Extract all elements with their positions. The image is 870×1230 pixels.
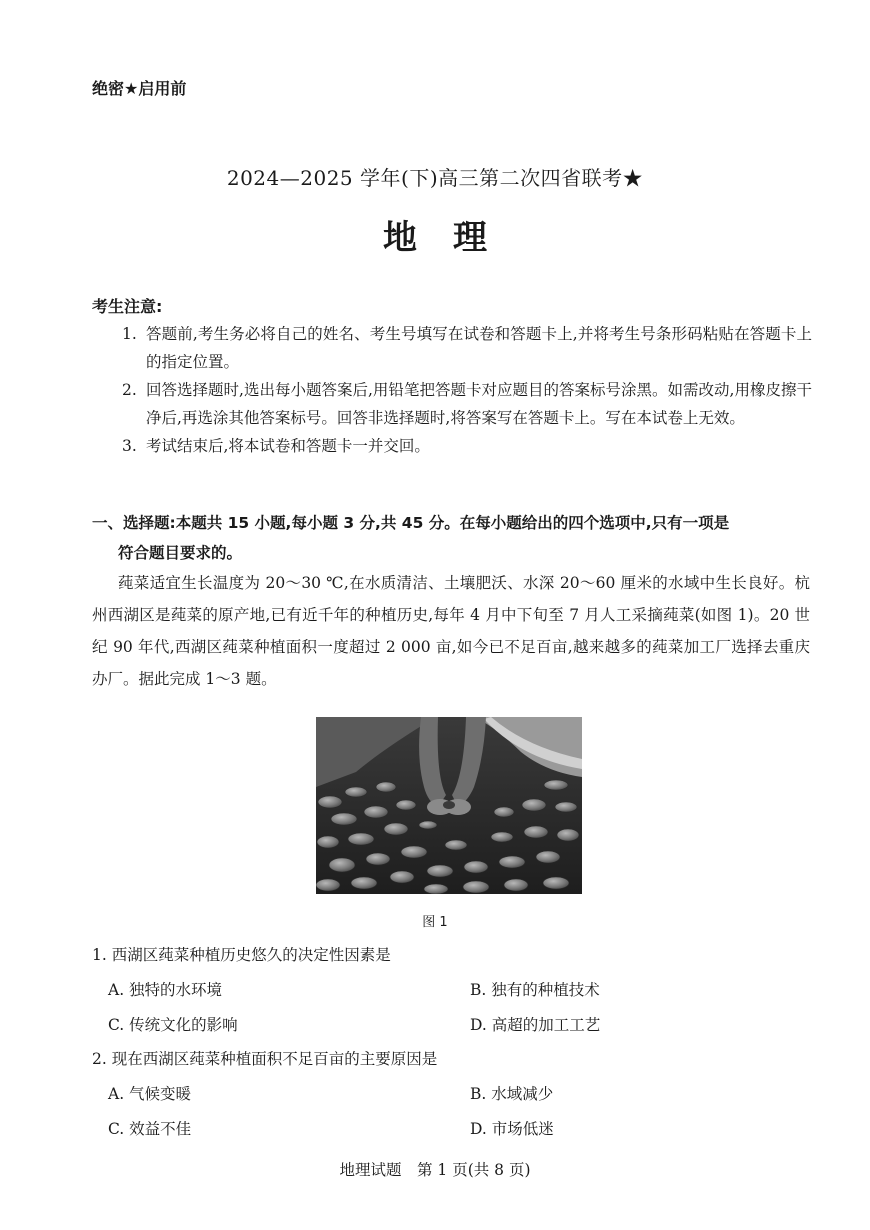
option-c: C. 传统文化的影响 [108, 1016, 238, 1034]
notice-item-number: 1. [122, 325, 137, 343]
exam-title: 2024—2025 学年(下)高三第二次四省联考★ [226, 166, 644, 190]
notice-list [122, 320, 812, 460]
figure-caption: 图 1 [422, 915, 448, 930]
secret-label: 绝密★启用前 [92, 79, 187, 98]
notice-item [122, 320, 812, 376]
option-d: D. 高超的加工工艺 [470, 1016, 601, 1034]
option-d: D. 市场低迷 [470, 1120, 554, 1138]
question-stem: 2. 现在西湖区莼菜种植面积不足百亩的主要原因是 [92, 1050, 438, 1068]
option-b: B. 水域减少 [470, 1085, 554, 1103]
notice-item-number: 2. [122, 381, 137, 399]
option-b: B. 独有的种植技术 [470, 981, 600, 999]
notice-item-text: 考试结束后,将本试卷和答题卡一并交回。 [146, 437, 430, 455]
subject-title: 地理 [383, 218, 523, 258]
section-heading-line2: 符合题目要求的。 [118, 544, 243, 562]
section-heading [92, 508, 810, 568]
section-heading-line1: 一、选择题:本题共 15 小题,每小题 3 分,共 45 分。在每小题给出的四个选项中,只有一项是 [92, 514, 730, 532]
option-a: A. 独特的水环境 [108, 981, 223, 999]
notice-item [122, 432, 812, 460]
water-shield-harvest-image [316, 717, 582, 894]
notice-item [122, 376, 812, 432]
option-a: A. 气候变暖 [108, 1085, 192, 1103]
notice-item-text: 回答选择题时,选出每小题答案后,用铅笔把答题卡对应题目的答案标号涂黑。如需改动,用橡皮擦干净后,再选涂其他答案标号。回答非选择题时,将答案写在答题卡上。写在本试卷上无效。 [146, 381, 812, 427]
notice-title: 考生注意: [92, 297, 163, 316]
reading-passage: 莼菜适宜生长温度为 20～30 ℃,在水质清洁、土壤肥沃、水深 20～60 厘米的水域中生长良好。杭州西湖区是莼菜的原产地,已有近千年的种植历史,每年 4 月中下旬至 7 月人工采摘莼菜(如图 1)。20 世纪 90 年代,西湖区莼菜种植面积一度超过 2 000 亩,如今已不足百亩,越来越多的莼菜加工厂选择去重庆办厂。据此完成 1～3 题。 [92, 574, 810, 688]
question-stem: 1. 西湖区莼菜种植历史悠久的决定性因素是 [92, 946, 391, 964]
page-footer: 地理试题 第 1 页(共 8 页) [339, 1161, 531, 1179]
notice-item-number: 3. [122, 437, 137, 455]
figure-photo [316, 717, 582, 894]
notice-item-text: 答题前,考生务必将自己的姓名、考生号填写在试卷和答题卡上,并将考生号条形码粘贴在答题卡上的指定位置。 [146, 325, 812, 371]
option-c: C. 效益不佳 [108, 1120, 192, 1138]
